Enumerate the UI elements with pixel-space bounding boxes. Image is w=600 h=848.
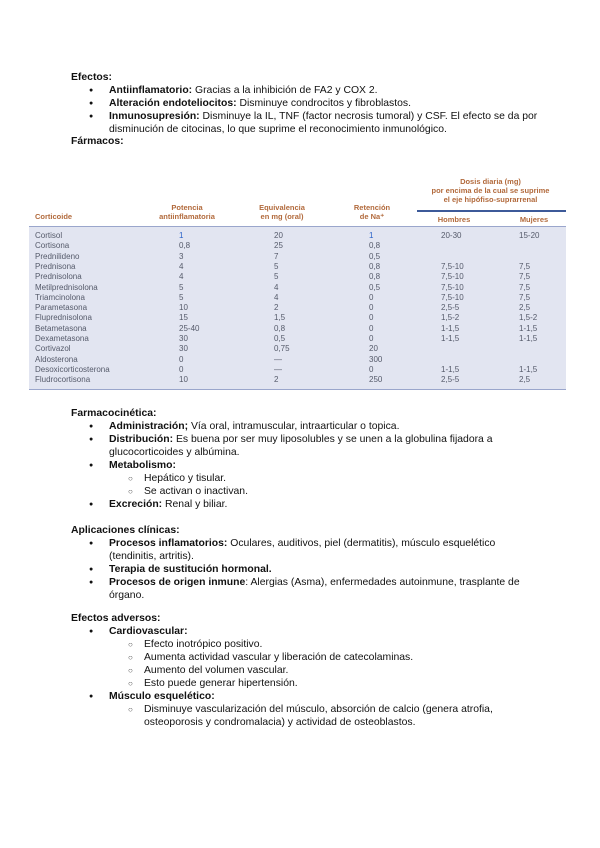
cell-potencia: 3 — [179, 251, 184, 261]
table-row — [29, 365, 566, 375]
table-row — [29, 252, 566, 262]
cell-mujeres: 1-1,5 — [519, 334, 538, 343]
table-row — [29, 303, 566, 313]
cell-hombres: 1-1,5 — [441, 323, 460, 333]
farmacocinetica-list — [71, 420, 541, 511]
cell-retencion: 0,5 — [369, 282, 381, 292]
header-line: Equivalencia — [259, 203, 305, 212]
cell-potencia: 0,8 — [179, 241, 191, 251]
heading-farmacocinetica: Farmacocinética: — [71, 408, 157, 419]
cell-mujeres: 7,5 — [519, 282, 531, 292]
cell-potencia: 4 — [179, 261, 184, 271]
table-row — [29, 313, 566, 323]
cell-hombres: 20-30 — [441, 231, 462, 240]
corticoid-table — [29, 168, 566, 390]
cell-retencion: 0 — [369, 334, 374, 343]
cell-retencion: 1 — [369, 231, 374, 240]
cell-mujeres: 1,5-2 — [519, 313, 538, 323]
sub-list-item: ○ Disminuye vascularización del músculo, absorción de calcio (genera atrofia, osteoporosis y condromalacia) y actividad de osteoblastos. — [71, 703, 541, 729]
sub-list-item: ○ Aumenta actividad vascular y liberación de catecolaminas. — [71, 651, 541, 664]
cell-equivalencia: 5 — [274, 261, 279, 271]
header-line: antiinflamatoria — [159, 212, 215, 221]
heading-efectos: Efectos: — [71, 72, 112, 83]
efectos-list — [71, 84, 541, 136]
table-row — [29, 344, 566, 354]
cell-hombres: 7,5-10 — [441, 282, 464, 292]
list-item — [71, 433, 541, 459]
cell-equivalencia: 1,5 — [274, 313, 286, 323]
cell-retencion: 0,8 — [369, 261, 381, 271]
cell-potencia: 10 — [179, 375, 188, 385]
cell-hombres: 2,5-5 — [441, 375, 460, 385]
cell-potencia: 10 — [179, 303, 188, 313]
list-item — [71, 537, 541, 563]
list-item — [71, 84, 541, 97]
heading-farmacos: Fármacos: — [71, 136, 124, 147]
item-term: Antiinflamatorio: — [109, 85, 193, 96]
item-term: Procesos inflamatorios: — [109, 538, 228, 549]
cell-corticoide: Metilprednisolona — [35, 282, 98, 292]
heading-efectos-adversos: Efectos adversos: — [71, 613, 161, 624]
cell-mujeres: 7,5 — [519, 272, 531, 282]
cell-retencion: 0 — [369, 364, 374, 374]
header-corticoide: Corticoide — [35, 212, 73, 221]
adversos-list — [71, 625, 541, 729]
item-text: Oculares, auditivos, piel (dermatitis), músculo esquelético (tendinitis, artritis). — [109, 538, 496, 562]
cell-equivalencia: — — [274, 364, 282, 374]
item-term: Inmunosupresión: — [109, 111, 200, 122]
cell-retencion: 0 — [369, 313, 374, 323]
header-retencion — [337, 203, 407, 221]
cell-potencia: 30 — [179, 334, 188, 343]
item-term: Alteración endoteliocitos: — [109, 98, 237, 109]
item-term: Procesos de origen inmune — [109, 577, 246, 588]
list-item — [71, 498, 541, 511]
cell-corticoide: Prednisona — [35, 261, 76, 271]
header-line: en mg (oral) — [260, 212, 304, 221]
list-item — [71, 459, 541, 472]
cell-corticoide: Desoxicorticosterona — [35, 364, 110, 374]
sub-list-item: ○ Aumento del volumen vascular. — [71, 664, 541, 677]
table-row — [29, 375, 566, 385]
item-term: Cardiovascular: — [109, 626, 188, 637]
cell-corticoide: Cortisol — [35, 231, 63, 240]
cell-equivalencia: — — [274, 354, 282, 364]
cell-equivalencia: 20 — [274, 231, 283, 240]
cell-equivalencia: 0,5 — [274, 334, 286, 343]
cell-mujeres: 2,5 — [519, 303, 531, 313]
cell-mujeres: 1-1,5 — [519, 323, 538, 333]
cell-potencia: 0 — [179, 364, 184, 374]
cell-potencia: 30 — [179, 344, 188, 354]
table-row — [29, 283, 566, 293]
cell-hombres: 1-1,5 — [441, 334, 460, 343]
header-line: Retención — [353, 203, 391, 212]
cell-equivalencia: 25 — [274, 241, 283, 251]
header-mujeres: Mujeres — [519, 215, 549, 224]
cell-retencion: 250 — [369, 375, 383, 385]
cell-potencia: 0 — [179, 354, 184, 364]
cell-corticoide: Parametasona — [35, 303, 88, 313]
list-item — [71, 420, 541, 433]
sub-list-item: ○ Hepático y tisular. — [71, 472, 541, 485]
cell-retencion: 0,8 — [369, 272, 381, 282]
item-term: Distribución: — [109, 434, 174, 445]
table-row — [29, 241, 566, 251]
header-potencia — [147, 203, 227, 221]
cell-retencion: 0 — [369, 323, 374, 333]
cell-equivalencia: 4 — [274, 292, 279, 302]
table-header — [29, 168, 566, 226]
cell-corticoide: Prednisolona — [35, 272, 82, 282]
cell-corticoide: Betametasona — [35, 323, 87, 333]
cell-retencion: 0,5 — [369, 251, 381, 261]
item-term: Metabolismo: — [109, 460, 176, 471]
cell-equivalencia: 0,8 — [274, 323, 286, 333]
cell-corticoide: Triamcinolona — [35, 292, 85, 302]
item-term: Administración; — [109, 421, 189, 432]
cell-mujeres: 2,5 — [519, 375, 531, 385]
cell-potencia: 5 — [179, 282, 184, 292]
header-dosis — [415, 177, 566, 204]
cell-hombres: 2,5-5 — [441, 303, 460, 313]
item-term: Músculo esquelético: — [109, 691, 215, 702]
item-text: Vía oral, intramuscular, intraarticular o topica. — [188, 421, 400, 432]
sub-list-item: ○ Se activan o inactivan. — [71, 485, 541, 498]
cell-corticoide: Dexametasona — [35, 334, 89, 343]
list-item — [71, 625, 541, 638]
header-line: Potencia — [171, 203, 203, 212]
cell-corticoide: Aldosterona — [35, 354, 78, 364]
heading-aplicaciones: Aplicaciones clínicas: — [71, 525, 180, 536]
item-text: Gracias a la inhibición de FA2 y COX 2. — [192, 85, 378, 96]
header-line: por encima de la cual se suprime — [431, 186, 550, 195]
cell-retencion: 0 — [369, 303, 374, 313]
cell-equivalencia: 5 — [274, 272, 279, 282]
item-term: Excreción: — [109, 499, 163, 510]
table-row — [29, 324, 566, 334]
cell-hombres: 1-1,5 — [441, 364, 460, 374]
item-text: : Alergias (Asma), enfermedades autoinmune, trasplante de órgano. — [109, 577, 520, 601]
table-row — [29, 355, 566, 365]
item-text: Disminuye la IL, TNF (factor necrosis tumoral) y CSF. El efecto se da por disminución de citocinas, lo que suprime el reconocimiento inmunológico. — [109, 111, 538, 135]
cell-equivalencia: 4 — [274, 282, 279, 292]
list-item — [71, 690, 541, 703]
cell-retencion: 300 — [369, 354, 383, 364]
cell-retencion: 0 — [369, 292, 374, 302]
cell-mujeres: 7,5 — [519, 292, 531, 302]
cell-hombres: 1,5-2 — [441, 313, 460, 323]
cell-potencia: 5 — [179, 292, 184, 302]
sub-list-item: ○ Esto puede generar hipertensión. — [71, 677, 541, 690]
header-line: Dosis diaria (mg) — [460, 177, 521, 186]
cell-corticoide: Cortisona — [35, 241, 70, 251]
cell-retencion: 0,8 — [369, 241, 381, 251]
header-divider — [417, 210, 566, 212]
table-row — [29, 262, 566, 272]
cell-equivalencia: 2 — [274, 303, 279, 313]
list-item — [71, 563, 541, 576]
cell-corticoide: Fluprednisolona — [35, 313, 92, 323]
cell-potencia: 15 — [179, 313, 188, 323]
table-row — [29, 334, 566, 344]
cell-mujeres: 1-1,5 — [519, 364, 538, 374]
table-body — [29, 226, 566, 390]
cell-equivalencia: 0,75 — [274, 344, 290, 354]
item-text: Es buena por ser muy liposolubles y se unen a la globulina fijadora a glucocorticoides y albúmina. — [109, 434, 493, 458]
cell-potencia: 4 — [179, 272, 184, 282]
aplicaciones-list — [71, 537, 541, 602]
table-row — [29, 272, 566, 282]
cell-corticoide: Fludrocortisona — [35, 375, 91, 385]
item-text: Renal y biliar. — [162, 499, 228, 510]
list-item — [71, 576, 541, 602]
item-text: Disminuye condrocitos y fibroblastos. — [236, 98, 411, 109]
cell-mujeres: 15-20 — [519, 231, 540, 240]
header-line: de Na⁺ — [359, 212, 385, 221]
header-equivalencia — [247, 203, 317, 221]
cell-equivalencia: 7 — [274, 251, 279, 261]
cell-hombres: 7,5-10 — [441, 261, 464, 271]
table-row — [29, 231, 566, 241]
list-item — [71, 97, 541, 110]
sub-list-item: ○ Efecto inotrópico positivo. — [71, 638, 541, 651]
cell-retencion: 20 — [369, 344, 378, 354]
cell-corticoide: Cortivazol — [35, 344, 71, 354]
header-line: el eje hipófiso-suprarrenal — [443, 195, 538, 204]
list-item — [71, 110, 541, 136]
cell-corticoide: Prednilideno — [35, 251, 80, 261]
item-term: Terapia de sustitución hormonal. — [109, 564, 272, 575]
cell-potencia: 1 — [179, 231, 184, 240]
cell-equivalencia: 2 — [274, 375, 279, 385]
cell-potencia: 25-40 — [179, 323, 200, 333]
table-row — [29, 293, 566, 303]
cell-mujeres: 7,5 — [519, 261, 531, 271]
header-hombres: Hombres — [437, 215, 471, 224]
cell-hombres: 7,5-10 — [441, 292, 464, 302]
cell-hombres: 7,5-10 — [441, 272, 464, 282]
